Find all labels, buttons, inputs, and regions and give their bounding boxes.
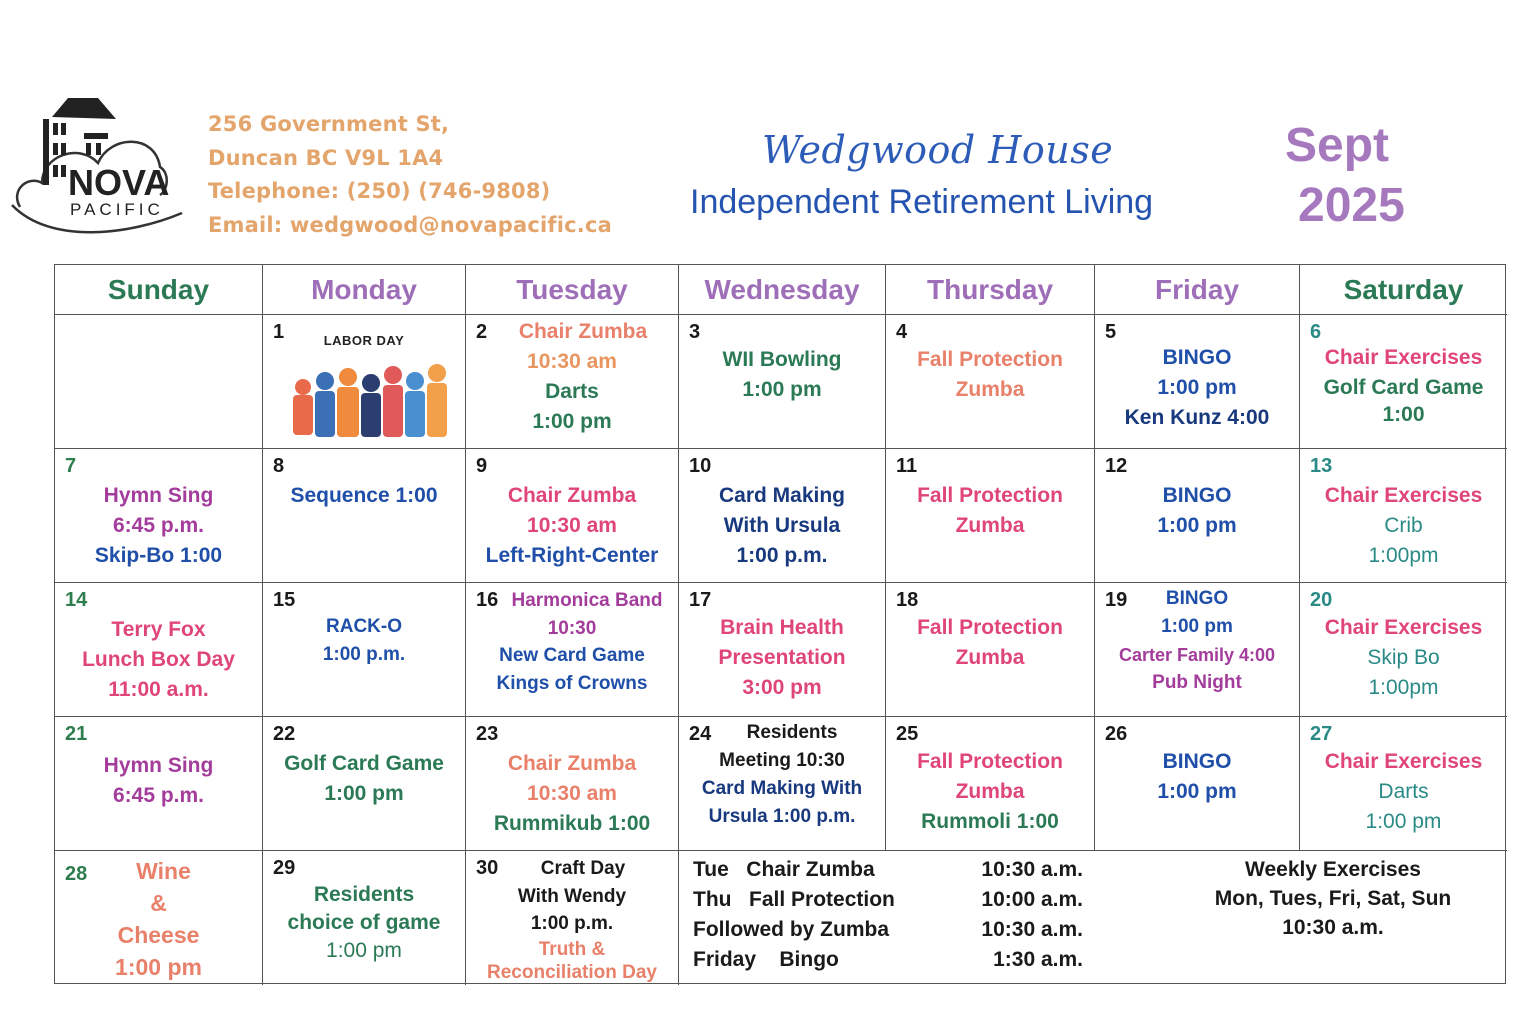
event-line: Ken Kunz 4:00: [1124, 406, 1270, 429]
day-number: 7: [65, 455, 77, 477]
event-line: Truth &: [538, 938, 606, 960]
day-cell-1: [263, 315, 466, 449]
day-number: 20: [1310, 589, 1333, 611]
day-cell-6: [1300, 315, 1507, 449]
event-line: BINGO: [1162, 484, 1232, 507]
event-line: BINGO: [1165, 588, 1229, 609]
day-cell-28: [55, 851, 263, 985]
schedule-time: 10:30 a.m.: [981, 858, 1083, 881]
event-line: With Ursula: [723, 514, 841, 537]
event-line: 1:00 pm: [1161, 616, 1233, 637]
day-cell-4: [886, 315, 1095, 449]
weekly-exercises: [1159, 855, 1507, 942]
day-number: 15: [273, 589, 296, 611]
day-number: 4: [896, 321, 908, 343]
event-line: &: [150, 890, 167, 916]
day-cell-16: [466, 583, 679, 717]
schedule-day: Tue: [693, 858, 729, 881]
schedule-activity: Bingo: [779, 948, 839, 971]
day-number: 30: [476, 857, 499, 879]
day-cell-18: [886, 583, 1095, 717]
day-cell-12: [1095, 449, 1300, 583]
event-line: 10:30 am: [527, 514, 617, 537]
day-cell-14: [55, 583, 263, 717]
calendar-month: Sept: [1285, 119, 1390, 172]
event-line: 10:30: [547, 617, 597, 639]
event-line: 1:00 p.m.: [530, 913, 614, 934]
event-line: Fall Protection: [917, 616, 1063, 639]
event-line: 1:00 p.m.: [322, 644, 406, 665]
schedule-row: [693, 945, 1083, 975]
day-cell-10: [679, 449, 886, 583]
event-line: Chair Zumba: [518, 320, 648, 343]
address-line2: Duncan BC V9L 1A4: [208, 145, 444, 170]
event-line: Skip-Bo 1:00: [94, 544, 223, 567]
event-line: Rummikub 1:00: [493, 812, 651, 835]
event-line: Chair Exercises: [1324, 750, 1483, 773]
schedule-notes: [679, 851, 1507, 985]
day-number: 25: [896, 723, 919, 745]
schedule-day: Thu: [693, 888, 732, 911]
day-header-sunday: Sunday: [55, 265, 263, 315]
day-number: 28: [65, 863, 88, 885]
logo-sub: PACIFIC: [70, 200, 164, 219]
day-number: 21: [65, 723, 88, 745]
event-line: Presentation: [718, 646, 846, 669]
daily-schedule: [693, 855, 1083, 975]
day-number: 23: [476, 723, 499, 745]
day-cell-27: [1300, 717, 1507, 851]
event-line: 6:45 p.m.: [112, 514, 205, 537]
event-line: Craft Day: [540, 858, 626, 879]
event-line: Fall Protection: [917, 750, 1063, 773]
day-cell-3: [679, 315, 886, 449]
event-line: Hymn Sing: [103, 484, 214, 507]
event-line: New Card Game: [499, 645, 645, 666]
day-cell-23: [466, 717, 679, 851]
day-cell-9: [466, 449, 679, 583]
day-cell-15: [263, 583, 466, 717]
telephone: Telephone: (250) (746-9808): [208, 179, 551, 203]
event-line: Zumba: [955, 646, 1025, 669]
day-number: 3: [689, 321, 701, 343]
day-cell-19: [1095, 583, 1300, 717]
day-number: 22: [273, 723, 296, 745]
weekly-title: Weekly Exercises: [1245, 858, 1421, 881]
event-line: Card Making With: [701, 778, 863, 799]
schedule-time: 10:00 a.m.: [981, 888, 1083, 911]
day-number: 16: [476, 589, 499, 611]
day-number: 10: [689, 455, 712, 477]
event-line: Reconciliation Day: [487, 961, 657, 983]
event-line: 1:00pm: [1368, 676, 1439, 699]
event-line: choice of game: [287, 911, 441, 934]
day-cell-22: [263, 717, 466, 851]
event-line: Residents: [746, 722, 838, 743]
event-line: Kings of Crowns: [496, 672, 648, 694]
event-line: Pub Night: [1152, 672, 1242, 693]
day-cell-8: [263, 449, 466, 583]
calendar-grid: [54, 264, 1506, 984]
event-line: Sequence 1:00: [290, 484, 438, 507]
event-line: Golf Card Game: [284, 752, 444, 775]
email: Email: wedgwood@novapacific.ca: [208, 212, 612, 237]
day-cell-17: [679, 583, 886, 717]
event-line: BINGO: [1162, 346, 1232, 369]
day-number: 26: [1105, 723, 1128, 745]
day-number: 14: [65, 589, 88, 611]
event-line: Terry Fox: [111, 618, 206, 641]
schedule-time: 1:30 a.m.: [993, 948, 1083, 971]
event-line: 6:45 p.m.: [112, 784, 205, 807]
day-number: 27: [1310, 723, 1333, 745]
event-line: Chair Zumba: [507, 752, 637, 775]
weekly-days: Mon, Tues, Fri, Sat, Sun: [1214, 887, 1452, 910]
event-line: Chair Zumba: [507, 484, 637, 507]
schedule-time: 10:30 a.m.: [981, 918, 1083, 941]
event-line: 1:00 p.m.: [736, 544, 828, 567]
day-number: 5: [1105, 321, 1117, 343]
day-number: 29: [273, 857, 296, 879]
event-line: Zumba: [955, 780, 1025, 803]
schedule-row: [693, 885, 1083, 915]
workers-illustration: [289, 357, 449, 441]
day-number: 18: [896, 589, 919, 611]
address-line1: 256 Government St,: [208, 112, 450, 136]
event-line: BINGO: [1162, 750, 1232, 773]
event-line: Crib: [1384, 514, 1423, 537]
nova-pacific-logo: [10, 95, 190, 240]
day-cell-13: [1300, 449, 1507, 583]
day-header-saturday: Saturday: [1300, 265, 1507, 315]
event-line: 1:00 pm: [742, 378, 822, 401]
event-line: Wine: [136, 858, 191, 884]
event-line: Darts: [545, 380, 599, 403]
residence-name: Wedgwood House: [762, 128, 1114, 172]
day-number: 12: [1105, 455, 1128, 477]
event-line: Lunch Box Day: [82, 648, 235, 671]
event-line: 11:00 a.m.: [108, 678, 209, 701]
event-line: Cheese: [117, 922, 200, 948]
contact-info: [208, 108, 612, 242]
day-number: 13: [1310, 455, 1333, 477]
event-line: 10:30 am: [527, 782, 617, 805]
schedule-row: [693, 915, 1083, 945]
day-header-wednesday: Wednesday: [679, 265, 886, 315]
event-line: 1:00: [1382, 403, 1425, 426]
event-line: Card Making: [718, 484, 846, 507]
event-line: Zumba: [955, 514, 1025, 537]
day-header-thursday: Thursday: [886, 265, 1095, 315]
day-number: 2: [476, 321, 488, 343]
day-cell-7: [55, 449, 263, 583]
schedule-activity: Followed by Zumba: [693, 918, 890, 941]
day-cell-26: [1095, 717, 1300, 851]
event-line: Fall Protection: [917, 348, 1063, 371]
event-line: Chair Exercises: [1324, 346, 1483, 369]
day-cell-29: [263, 851, 466, 985]
day-number: 6: [1310, 321, 1322, 343]
event-line: 1:00 pm: [115, 954, 202, 980]
schedule-activity: Fall Protection: [749, 888, 895, 911]
event-line: 1:00 pm: [1157, 514, 1237, 537]
residence-subtitle: Independent Retirement Living: [690, 183, 1154, 221]
event-line: 1:00 pm: [326, 939, 402, 962]
schedule-row: [693, 855, 1083, 885]
event-line: RACK-O: [326, 616, 402, 637]
event-line: Left-Right-Center: [485, 544, 659, 567]
event-line: Chair Exercises: [1324, 616, 1483, 639]
event-line: Fall Protection: [917, 484, 1063, 507]
event-line: 10:30 am: [527, 350, 617, 373]
event-line: 1:00 pm: [1365, 810, 1442, 833]
event-line: Carter Family 4:00: [1118, 645, 1276, 665]
schedule-activity: Chair Zumba: [746, 858, 875, 881]
day-cell-2: [466, 315, 679, 449]
event-line: 1:00 pm: [1157, 376, 1237, 399]
event-line: Chair Exercises: [1324, 484, 1483, 507]
event-line: Brain Health: [720, 616, 844, 639]
event-line: 1:00 pm: [532, 410, 612, 433]
day-cell-11: [886, 449, 1095, 583]
event-line: Harmonica Band: [511, 590, 663, 611]
day-number: 1: [273, 321, 285, 343]
day-number: 9: [476, 455, 488, 477]
event-line: Meeting 10:30: [719, 750, 845, 771]
day-header-tuesday: Tuesday: [466, 265, 679, 315]
weekly-time: 10:30 a.m.: [1282, 916, 1384, 939]
day-number: 11: [896, 455, 918, 477]
event-line: WII Bowling: [722, 348, 842, 371]
day-number: 17: [689, 589, 712, 611]
day-cell-30: [466, 851, 679, 985]
day-header-friday: Friday: [1095, 265, 1300, 315]
schedule-day: Friday: [693, 948, 757, 971]
day-number: 24: [689, 723, 712, 745]
event-line: Rummoli 1:00: [921, 810, 1059, 833]
day-number: 8: [273, 455, 285, 477]
event-line: Residents: [313, 883, 415, 906]
event-line: With Wendy: [517, 885, 627, 907]
event-line: Skip Bo: [1367, 646, 1440, 669]
event-line: Darts: [1378, 780, 1429, 803]
day-cell-20: [1300, 583, 1507, 717]
event-line: Ursula 1:00 p.m.: [708, 806, 856, 827]
calendar-year: 2025: [1298, 179, 1405, 232]
labor-day-label: LABOR DAY: [323, 333, 405, 348]
day-number: 19: [1105, 589, 1128, 611]
day-cell-25: [886, 717, 1095, 851]
event-line: Zumba: [955, 378, 1025, 401]
event-line: 1:00pm: [1368, 544, 1439, 567]
event-line: 1:00 pm: [324, 782, 404, 805]
day-header-monday: Monday: [263, 265, 466, 315]
event-line: 3:00 pm: [742, 676, 822, 699]
day-cell-24: [679, 717, 886, 851]
event-line: 1:00 pm: [1157, 780, 1237, 803]
day-cell-21: [55, 717, 263, 851]
day-cell-5: [1095, 315, 1300, 449]
event-line: Golf Card Game: [1323, 376, 1484, 399]
logo-text: NOVA: [68, 162, 170, 203]
day-cell-empty: [55, 315, 263, 449]
event-line: Hymn Sing: [103, 754, 214, 777]
